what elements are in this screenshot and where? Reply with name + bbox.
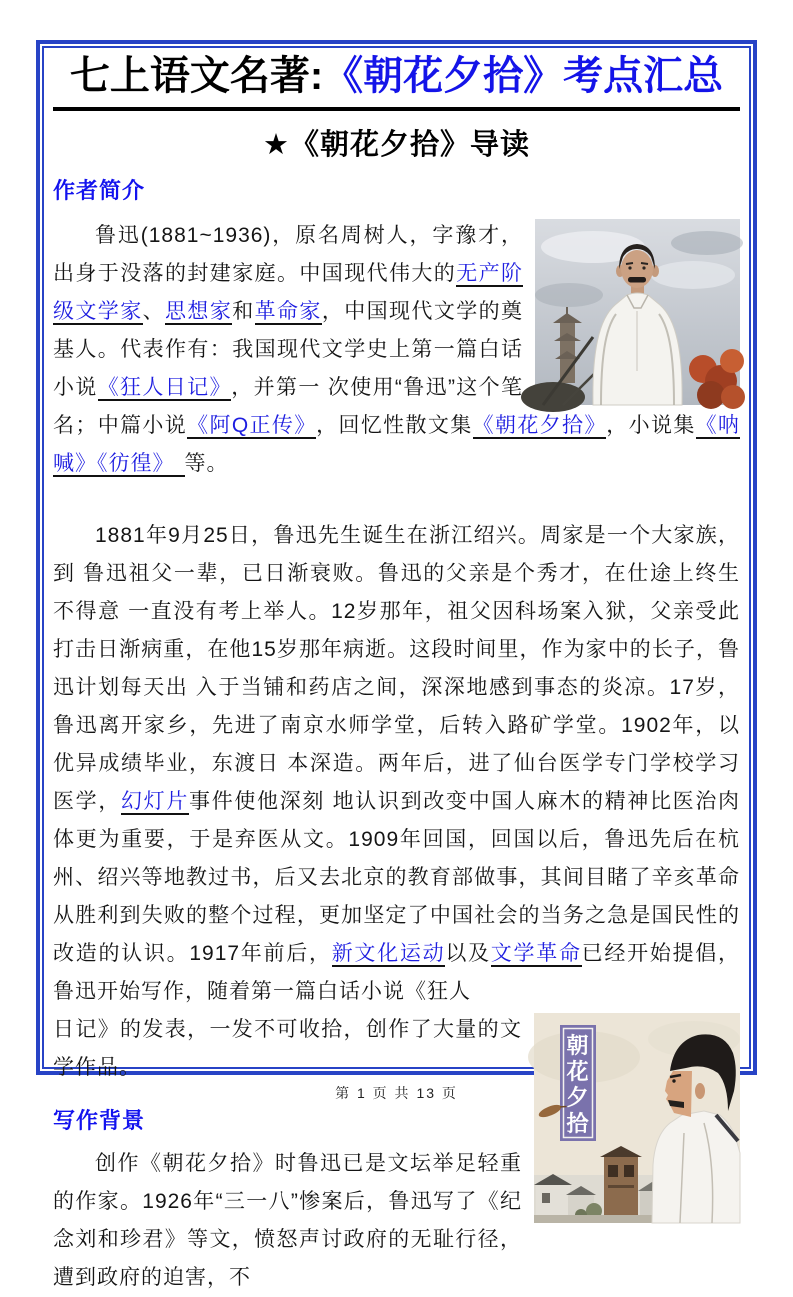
- page-title: [53, 54, 740, 111]
- text-run: ，并第一 次使用“鲁迅”这个笔名；中篇小说: [53, 375, 523, 437]
- text-run: 、: [142, 299, 166, 323]
- cover-char-3: 夕: [566, 1084, 590, 1110]
- title-prefix: 七上语文名著:: [69, 54, 324, 98]
- inline-link[interactable]: 文学革命: [490, 941, 582, 965]
- text-run: 以及: [445, 941, 491, 965]
- paragraph-text: [53, 1152, 522, 1289]
- section-heading-background: 写作背景: [53, 1107, 146, 1133]
- text-run: 日记》的发表，一发不可收拾，创作了大量的文学作品。: [53, 1017, 522, 1079]
- inline-link[interactable]: 革命家: [254, 299, 322, 323]
- luxun-portrait-drawing: [535, 219, 740, 405]
- title-highlight: 《朝花夕拾》考点汇总: [323, 54, 724, 98]
- book-cover-image: [534, 1013, 740, 1223]
- text-run: 等。: [184, 451, 229, 475]
- text-run: 鲁迅(1881~1936)，原名周树人，字豫才，出身于没落的封建家庭。中国现代伟大的: [53, 223, 523, 285]
- cover-char-2: 花: [566, 1058, 590, 1084]
- author-paragraph-1: [53, 217, 740, 483]
- text-run: 创作《朝花夕拾》时鲁迅已是文坛举足轻重的作家。1926年“三一八”惨案后，鲁迅写了《纪念刘和珍君》等文，愤怒声讨政府的无耻行径，遭到政府的迫害，不: [53, 1151, 522, 1289]
- section-heading-author: 作者简介: [53, 177, 146, 203]
- subtitle: ★《朝花夕拾》导读: [263, 128, 530, 161]
- text-run: 和: [232, 299, 255, 323]
- inline-link[interactable]: 《狂人日记》: [98, 376, 232, 401]
- inline-link[interactable]: 新文化运动: [331, 941, 446, 965]
- inline-link[interactable]: 无产阶级文学家: [53, 261, 524, 323]
- inline-link[interactable]: 《呐喊》《彷徨》: [53, 413, 741, 475]
- text-run: 已经开始提倡，鲁迅开始写作，随着第一篇白话小说《狂人: [53, 941, 741, 1003]
- inline-link[interactable]: 幻灯片: [121, 789, 190, 813]
- page-number: 第 1 页 共 13 页: [335, 1085, 458, 1101]
- text-run: ，回忆性散文集: [316, 413, 473, 437]
- inline-link[interactable]: 《朝花夕拾》: [473, 414, 607, 439]
- inline-link[interactable]: 思想家: [165, 299, 233, 323]
- text-run: 事件使他深刻 地认识到改变中国人麻木的精神比医治肉体更为重要，于是弃医从文。1909年回国，回国以后，鲁迅先后在杭州、绍兴等地教过书，后又去北京的教育部做事，其间目睹了辛亥革命从胜利到失败的整个过程，更加坚定了中国社会的当务之急是国民性的改造的认识。1917年前后，: [53, 789, 740, 965]
- text-run: ，小说集: [606, 413, 696, 437]
- text-run: ，中国现代文学的奠基人。代表作有：我国现代文学史上第一篇白话小说: [53, 299, 524, 399]
- author-paragraph-2: [53, 517, 740, 1011]
- cover-char-4: 拾: [566, 1110, 590, 1136]
- paragraph-text: [53, 1018, 522, 1079]
- luxun-portrait-image: [535, 219, 740, 405]
- inline-link[interactable]: 《阿Q正传》: [187, 414, 316, 439]
- text-run: 1881年9月25日，鲁迅先生诞生在浙江绍兴。周家是一个大家族，到 鲁迅祖父一辈，已日渐衰败。鲁迅的父亲是个秀才，在仕途上终生不得意 一直没有考上举人。12岁那年，祖父因科场案入狱，父亲受此打击日渐病重，在他15岁那年病逝。这段时间里，作为家中的长子，鲁迅计划每天出 入于当铺和药店之间，深深地感到事态的炎凉。17岁，鲁迅离开家乡，先进了南京水师学堂，后转入路矿学堂。1902年，以优异成绩毕业，东渡日 本深造。两年后，进了仙台医学专门学校学习医学，: [53, 523, 740, 813]
- cover-char-1: 朝: [566, 1032, 590, 1058]
- book-cover-drawing: [534, 1013, 740, 1223]
- paragraph-text: [53, 524, 740, 1003]
